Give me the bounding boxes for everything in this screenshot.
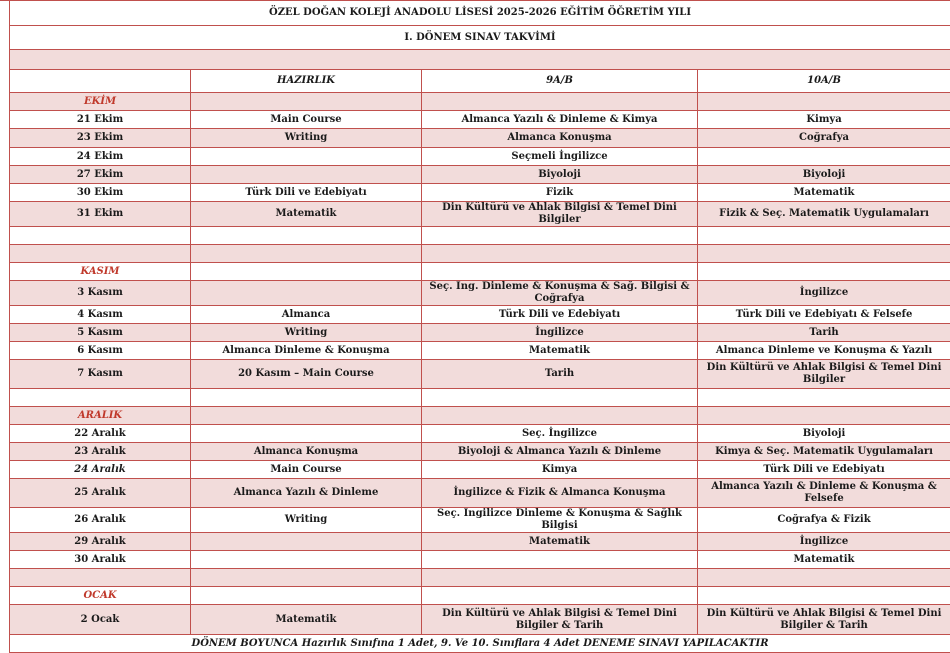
table-row (10, 360, 950, 389)
column-header-9ab: 9A/B (422, 70, 698, 93)
spacer-row (10, 50, 950, 70)
grade9-exam: Matematik (422, 533, 698, 551)
table-row (10, 324, 950, 342)
grade9-exam: Biyoloji & Almanca Yazılı & Dinleme (422, 443, 698, 461)
column-header-10ab: 10A/B (698, 70, 950, 93)
exam-date: 23 Ekim (10, 129, 191, 148)
exam-date: 23 Aralık (10, 443, 191, 461)
footer-row (10, 635, 950, 653)
table-row (10, 461, 950, 479)
exam-date: 31 Ekim (10, 202, 191, 227)
month-label: EKİM (10, 93, 191, 111)
hazirlik-exam: Almanca Yazılı & Dinleme (191, 479, 422, 508)
grade10-exam: Fizik & Seç. Matematik Uygulamaları (698, 202, 950, 227)
table-row (10, 479, 950, 508)
grade9-exam: Seç. İngilizce (422, 425, 698, 443)
empty-row (10, 569, 950, 587)
grade9-exam: Seç. İng. Dinleme & Konuşma & Sağ. Bilgisi & Coğrafya (422, 281, 698, 306)
exam-date: 24 Aralık (10, 461, 191, 479)
exam-date: 24 Ekim (10, 148, 191, 166)
hazirlik-exam (191, 148, 422, 166)
page-title: ÖZEL DOĞAN KOLEJİ ANADOLU LİSESİ 2025-2026 EĞİTİM ÖĞRETİM YILI (10, 1, 950, 26)
month-label: OCAK (10, 587, 191, 605)
grade9-exam: Biyoloji (422, 166, 698, 184)
grade9-exam: Fizik (422, 184, 698, 202)
table-row (10, 202, 950, 227)
grade10-exam: Matematik (698, 184, 950, 202)
hazirlik-exam: Almanca Konuşma (191, 443, 422, 461)
grade10-exam: Almanca Dinleme ve Konuşma & Yazılı (698, 342, 950, 360)
table-row (10, 443, 950, 461)
grade10-exam: İngilizce (698, 533, 950, 551)
hazirlik-exam: Almanca (191, 306, 422, 324)
hazirlik-exam: Main Course (191, 111, 422, 129)
grade9-exam: Din Kültürü ve Ahlak Bilgisi & Temel Dini Bilgiler (422, 202, 698, 227)
grade9-exam: Matematik (422, 342, 698, 360)
grade9-exam: İngilizce (422, 324, 698, 342)
exam-date: 30 Ekim (10, 184, 191, 202)
hazirlik-exam: Writing (191, 324, 422, 342)
hazirlik-exam (191, 281, 422, 306)
grade9-exam: Tarih (422, 360, 698, 389)
exam-schedule-table (9, 0, 950, 653)
table-row (10, 148, 950, 166)
exam-date: 4 Kasım (10, 306, 191, 324)
title-row (10, 1, 950, 26)
grade10-exam (698, 148, 950, 166)
subtitle-row (10, 26, 950, 50)
hazirlik-exam (191, 533, 422, 551)
grade10-exam: Din Kültürü ve Ahlak Bilgisi & Temel Dini Bilgiler (698, 360, 950, 389)
exam-date: 5 Kasım (10, 324, 191, 342)
month-row-ocak (10, 587, 950, 605)
table-row (10, 184, 950, 202)
grade10-exam: Almanca Yazılı & Dinleme & Konuşma & Felsefe (698, 479, 950, 508)
exam-date: 30 Aralık (10, 551, 191, 569)
grade9-exam: Türk Dili ve Edebiyatı (422, 306, 698, 324)
grade10-exam: Kimya (698, 111, 950, 129)
grade9-exam: Kimya (422, 461, 698, 479)
month-row-kasim (10, 263, 950, 281)
hazirlik-exam: 20 Kasım – Main Course (191, 360, 422, 389)
month-row-aralik (10, 407, 950, 425)
exam-date: 29 Aralık (10, 533, 191, 551)
table-row (10, 508, 950, 533)
hazirlik-exam: Writing (191, 129, 422, 148)
grade10-exam: İngilizce (698, 281, 950, 306)
grade9-exam: Din Kültürü ve Ahlak Bilgisi & Temel Dini Bilgiler & Tarih (422, 605, 698, 635)
column-header-row (10, 70, 950, 93)
exam-date: 22 Aralık (10, 425, 191, 443)
exam-date: 21 Ekim (10, 111, 191, 129)
hazirlik-exam (191, 166, 422, 184)
grade10-exam: Biyoloji (698, 425, 950, 443)
grade10-exam: Kimya & Seç. Matematik Uygulamaları (698, 443, 950, 461)
grade9-exam: Almanca Yazılı & Dinleme & Kimya (422, 111, 698, 129)
table-row (10, 111, 950, 129)
exam-date: 3 Kasım (10, 281, 191, 306)
grade10-exam: Türk Dili ve Edebiyatı (698, 461, 950, 479)
exam-date: 2 Ocak (10, 605, 191, 635)
exam-date: 6 Kasım (10, 342, 191, 360)
empty-row (10, 227, 950, 245)
grade10-exam: Coğrafya & Fizik (698, 508, 950, 533)
grade9-exam: İngilizce & Fizik & Almanca Konuşma (422, 479, 698, 508)
hazirlik-exam: Main Course (191, 461, 422, 479)
empty-row (10, 245, 950, 263)
hazirlik-exam: Matematik (191, 605, 422, 635)
grade10-exam: Matematik (698, 551, 950, 569)
hazirlik-exam: Almanca Dinleme & Konuşma (191, 342, 422, 360)
column-header-hazirlik: HAZIRLIK (191, 70, 422, 93)
hazirlik-exam (191, 425, 422, 443)
grade10-exam: Türk Dili ve Edebiyatı & Felsefe (698, 306, 950, 324)
exam-date: 27 Ekim (10, 166, 191, 184)
table-row (10, 306, 950, 324)
month-row-ekim (10, 93, 950, 111)
exam-date: 25 Aralık (10, 479, 191, 508)
grade9-exam: Seç. İngilizce Dinleme & Konuşma & Sağlık Bilgisi (422, 508, 698, 533)
table-row (10, 551, 950, 569)
table-row (10, 533, 950, 551)
grade10-exam: Tarih (698, 324, 950, 342)
hazirlik-exam: Matematik (191, 202, 422, 227)
exam-date: 26 Aralık (10, 508, 191, 533)
grade9-exam (422, 551, 698, 569)
hazirlik-exam (191, 551, 422, 569)
grade10-exam: Coğrafya (698, 129, 950, 148)
page-subtitle: I. DÖNEM SINAV TAKVİMİ (10, 26, 950, 50)
table-row (10, 129, 950, 148)
hazirlik-exam: Türk Dili ve Edebiyatı (191, 184, 422, 202)
hazirlik-exam: Writing (191, 508, 422, 533)
table-row (10, 281, 950, 306)
footer-note: DÖNEM BOYUNCA Hazırlık Sınıfına 1 Adet, 9. Ve 10. Sınıflara 4 Adet DENEME SINAVI YAPILACAKTIR (10, 635, 950, 653)
table-row (10, 166, 950, 184)
grade10-exam: Biyoloji (698, 166, 950, 184)
grade9-exam: Seçmeli İngilizce (422, 148, 698, 166)
empty-row (10, 389, 950, 407)
table-row (10, 605, 950, 635)
month-label: ARALIK (10, 407, 191, 425)
table-row (10, 425, 950, 443)
month-label: KASIM (10, 263, 191, 281)
table-row (10, 342, 950, 360)
grade10-exam: Din Kültürü ve Ahlak Bilgisi & Temel Dini Bilgiler & Tarih (698, 605, 950, 635)
grade9-exam: Almanca Konuşma (422, 129, 698, 148)
exam-date: 7 Kasım (10, 360, 191, 389)
